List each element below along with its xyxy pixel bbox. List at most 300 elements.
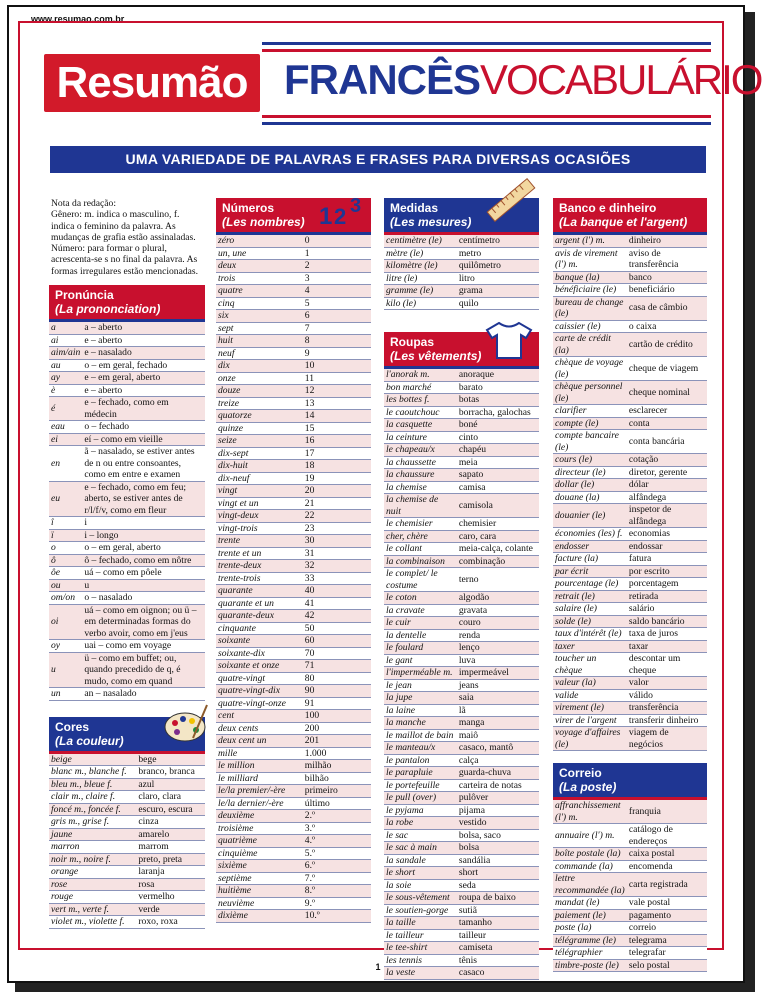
pronunciation-table: [49, 322, 205, 701]
term-pt: casa de câmbio: [627, 296, 707, 320]
term-fr: le soutien-gorge: [384, 904, 457, 917]
term-fr: aim/ain: [51, 347, 81, 359]
section-subtitle: (Les nombres): [222, 215, 305, 229]
term-pt: 16: [303, 435, 371, 448]
term-pt: selo postal: [627, 959, 707, 972]
term-pt: impermeável: [457, 667, 539, 680]
term-pt: chapéu: [457, 444, 539, 457]
term-fr: î: [49, 517, 82, 530]
table-row: [384, 954, 539, 967]
term-fr: huit: [216, 335, 303, 348]
column-4: [553, 198, 707, 972]
table-row: [49, 481, 205, 517]
table-row: [49, 384, 205, 397]
term-pt: 19: [303, 472, 371, 485]
term-pt: centímetro: [457, 235, 539, 247]
term-pt: combinação: [457, 555, 539, 568]
table-row: [553, 296, 707, 320]
term-pt: 21: [303, 497, 371, 510]
term-fr: oi: [49, 604, 82, 640]
table-row: [49, 866, 205, 879]
table-row: [553, 454, 707, 467]
term-fr: timbre-poste (le): [553, 959, 627, 972]
table-row: [553, 540, 707, 553]
term-pt: guarda-chuva: [457, 767, 539, 780]
table-row: [49, 334, 205, 347]
term-fr: salaire (le): [553, 603, 627, 616]
table-row: [553, 504, 707, 528]
table-row: [216, 735, 371, 748]
table-row: [216, 347, 371, 360]
term-pt: laranja: [136, 866, 205, 879]
column-2: [216, 195, 371, 923]
table-row: [384, 543, 539, 556]
term-pt: sutiã: [457, 904, 539, 917]
term-pt: i: [82, 517, 205, 530]
table-row: [553, 528, 707, 541]
table-row: [49, 347, 205, 360]
term-pt: dólar: [627, 479, 707, 492]
term-fr: l'imperméable m.: [384, 667, 457, 680]
term-fr: rose: [49, 878, 136, 891]
table-row: [216, 485, 371, 498]
term-fr: un, une: [216, 247, 303, 260]
table-row: [384, 692, 539, 705]
term-fr: compte (le): [553, 417, 627, 430]
term-fr: dix-sept: [216, 447, 303, 460]
table-row: [553, 727, 707, 751]
table-row: [49, 554, 205, 567]
term-fr: le sac: [384, 829, 457, 842]
term-fr: mille: [216, 747, 303, 760]
table-row: [553, 320, 707, 333]
term-fr: la sandale: [384, 854, 457, 867]
term-fr: deux cent un: [216, 735, 303, 748]
term-pt: boné: [457, 419, 539, 432]
term-pt: 7: [303, 322, 371, 335]
table-row: [49, 916, 205, 929]
term-fr: facture (la): [553, 553, 627, 566]
term-fr: quatrième: [216, 835, 303, 848]
table-row: [384, 444, 539, 457]
note-title: Nota da redação:: [51, 198, 116, 209]
table-row: [384, 779, 539, 792]
term-pt: azul: [136, 778, 205, 791]
term-pt: pijama: [457, 804, 539, 817]
term-pt: gravata: [457, 604, 539, 617]
term-fr: dix-huit: [216, 460, 303, 473]
term-fr: douanier (le): [553, 504, 627, 528]
table-row: [553, 565, 707, 578]
term-fr: paiement (le): [553, 909, 627, 922]
table-row: [384, 967, 539, 980]
term-fr: kilo (le): [384, 297, 457, 310]
term-fr: télégramme (le): [553, 934, 627, 947]
term-pt: 3: [303, 272, 371, 285]
table-row: [384, 829, 539, 842]
table-row: [216, 385, 371, 398]
website-url[interactable]: www.resumao.com.br: [31, 14, 125, 24]
table-row: [216, 410, 371, 423]
table-row: [384, 235, 539, 247]
term-fr: au: [49, 359, 82, 372]
term-pt: porcentagem: [627, 578, 707, 591]
term-fr: la robe: [384, 817, 457, 830]
term-pt: meia-calça, colante: [457, 543, 539, 556]
term-fr: om/on: [49, 592, 82, 605]
table-row: [384, 867, 539, 880]
term-pt: cinza: [136, 816, 205, 829]
term-fr: lettre recommandée (la): [553, 873, 627, 897]
term-pt: ü – como em buffet; ou, quando precedido de q, é mudo, como em quand: [82, 652, 205, 688]
term-fr: quatre-vingt-onze: [216, 697, 303, 710]
term-pt: calça: [457, 754, 539, 767]
term-fr: cher, chère: [384, 530, 457, 543]
term-pt: 10: [303, 360, 371, 373]
section-subtitle: (La poste): [559, 780, 617, 794]
term-fr: annuaire (l') m.: [553, 824, 627, 848]
term-fr: le portefeuille: [384, 779, 457, 792]
term-fr: marron: [49, 841, 136, 854]
term-fr: le sac à main: [384, 842, 457, 855]
term-pt: franquia: [627, 800, 707, 824]
term-fr: la taille: [384, 917, 457, 930]
table-row: [553, 553, 707, 566]
term-pt: retirada: [627, 590, 707, 603]
stripe: [262, 122, 711, 125]
term-pt: i – longo: [82, 529, 205, 542]
term-fr: le/la dernier/-ère: [216, 797, 303, 810]
table-row: [216, 572, 371, 585]
term-fr: sixième: [216, 860, 303, 873]
table-row: [384, 817, 539, 830]
term-fr: argent (l') m.: [553, 235, 627, 247]
table-row: [49, 446, 205, 482]
editor-note: [49, 196, 205, 283]
table-row: [216, 310, 371, 323]
term-fr: orange: [49, 866, 136, 879]
term-pt: meia: [457, 456, 539, 469]
term-pt: 41: [303, 597, 371, 610]
term-fr: quatre-vingt-dix: [216, 685, 303, 698]
term-pt: marrom: [136, 841, 205, 854]
term-fr: gramme (le): [384, 285, 457, 298]
term-pt: 12: [303, 385, 371, 398]
term-pt: casaco, mantô: [457, 742, 539, 755]
term-pt: milhão: [303, 760, 371, 773]
term-pt: o caixa: [627, 320, 707, 333]
term-fr: noir m., noire f.: [49, 853, 136, 866]
term-pt: e – nasalado: [82, 347, 205, 360]
table-row: [49, 891, 205, 904]
term-pt: 4: [303, 285, 371, 298]
table-row: [553, 615, 707, 628]
table-row: [216, 872, 371, 885]
term-pt: chemisier: [457, 518, 539, 531]
table-row: [553, 800, 707, 824]
term-pt: an – nasalado: [82, 688, 205, 701]
term-fr: six: [216, 310, 303, 323]
term-fr: vingt: [216, 485, 303, 498]
table-row: [49, 878, 205, 891]
term-fr: kilomètre (le): [384, 260, 457, 273]
table-row: [553, 466, 707, 479]
term-fr: virer de l'argent: [553, 714, 627, 727]
term-pt: sandália: [457, 854, 539, 867]
table-row: [384, 879, 539, 892]
table-row: [49, 359, 205, 372]
term-pt: camisola: [457, 494, 539, 518]
post-table: [553, 800, 707, 972]
table-row: [384, 629, 539, 642]
term-fr: chèque personnel (le): [553, 381, 627, 405]
term-fr: cinq: [216, 297, 303, 310]
term-fr: le tailleur: [384, 929, 457, 942]
term-fr: vert m., verte f.: [49, 903, 136, 916]
subtitle-banner: UMA VARIEDADE DE PALAVRAS E FRASES PARA DIVERSAS OCASIÕES: [50, 146, 706, 173]
section-subtitle: (Les mesures): [390, 215, 472, 229]
term-fr: seize: [216, 435, 303, 448]
term-pt: descontar um cheque: [627, 653, 707, 677]
title-main: FRANCÊS: [284, 56, 481, 103]
term-fr: le sous-vêtement: [384, 892, 457, 905]
term-fr: valide: [553, 689, 627, 702]
table-row: [384, 494, 539, 518]
table-row: [384, 481, 539, 494]
term-pt: caro, cara: [457, 530, 539, 543]
term-fr: deuxième: [216, 810, 303, 823]
term-fr: taxer: [553, 640, 627, 653]
term-fr: neuf: [216, 347, 303, 360]
table-row: [216, 260, 371, 273]
term-pt: 6: [303, 310, 371, 323]
term-fr: ï: [49, 529, 82, 542]
table-row: [384, 854, 539, 867]
term-pt: o – em geral, aberto: [82, 542, 205, 555]
term-fr: solde (le): [553, 615, 627, 628]
table-row: [49, 397, 205, 421]
table-row: [553, 653, 707, 677]
term-fr: économies (les) f.: [553, 528, 627, 541]
term-pt: 9: [303, 347, 371, 360]
section-title: Roupas: [390, 335, 435, 349]
term-fr: le coton: [384, 592, 457, 605]
term-pt: pagamento: [627, 909, 707, 922]
term-fr: le pantalon: [384, 754, 457, 767]
term-fr: centimètre (le): [384, 235, 457, 247]
term-pt: cheque de viagem: [627, 357, 707, 381]
term-fr: le short: [384, 867, 457, 880]
table-row: [384, 929, 539, 942]
term-fr: la ceinture: [384, 431, 457, 444]
term-pt: lã: [457, 704, 539, 717]
term-fr: le caoutchouc: [384, 406, 457, 419]
term-fr: eau: [49, 421, 82, 434]
term-pt: e – fechado, como em médecin: [82, 397, 205, 421]
numbers-table: [216, 235, 371, 923]
table-row: [384, 419, 539, 432]
term-pt: 91: [303, 697, 371, 710]
term-pt: bilhão: [303, 772, 371, 785]
term-fr: soixante: [216, 635, 303, 648]
term-fr: les bottes f.: [384, 394, 457, 407]
table-row: [553, 247, 707, 271]
table-row: [384, 642, 539, 655]
table-row: [384, 617, 539, 630]
term-fr: le manteau/x: [384, 742, 457, 755]
table-row: [384, 260, 539, 273]
term-pt: tênis: [457, 954, 539, 967]
term-fr: deux: [216, 260, 303, 273]
term-fr: la chaussure: [384, 469, 457, 482]
term-fr: la soie: [384, 879, 457, 892]
term-fr: clarifier: [553, 405, 627, 418]
table-row: [216, 297, 371, 310]
term-pt: ô – fechado, como em nôtre: [82, 554, 205, 567]
term-pt: 4.º: [303, 835, 371, 848]
table-row: [384, 904, 539, 917]
table-row: [49, 421, 205, 434]
term-fr: un: [49, 688, 82, 701]
table-row: [384, 654, 539, 667]
term-fr: les tennis: [384, 954, 457, 967]
table-row: [553, 689, 707, 702]
term-fr: le jean: [384, 679, 457, 692]
table-row: [216, 522, 371, 535]
term-fr: la casquette: [384, 419, 457, 432]
table-row: [216, 510, 371, 523]
term-pt: 10.º: [303, 910, 371, 923]
term-fr: quatre-vingt: [216, 672, 303, 685]
table-row: [553, 640, 707, 653]
term-pt: barato: [457, 381, 539, 394]
term-pt: seda: [457, 879, 539, 892]
term-pt: 71: [303, 660, 371, 673]
table-row: [553, 603, 707, 616]
table-row: [553, 333, 707, 357]
term-fr: cours (le): [553, 454, 627, 467]
term-pt: 32: [303, 560, 371, 573]
term-fr: huitième: [216, 885, 303, 898]
term-fr: quatorze: [216, 410, 303, 423]
term-pt: bege: [136, 754, 205, 766]
term-fr: mètre (le): [384, 247, 457, 260]
term-pt: inspetor de alfândega: [627, 504, 707, 528]
term-fr: cent: [216, 710, 303, 723]
term-pt: salário: [627, 603, 707, 616]
term-fr: oy: [49, 640, 82, 653]
svg-text:3: 3: [350, 195, 362, 217]
table-row: [384, 518, 539, 531]
term-fr: endosser: [553, 540, 627, 553]
term-pt: 17: [303, 447, 371, 460]
term-pt: rosa: [136, 878, 205, 891]
term-fr: dollar (le): [553, 479, 627, 492]
table-row: [553, 873, 707, 897]
table-row: [216, 835, 371, 848]
term-fr: le gant: [384, 654, 457, 667]
term-pt: 14: [303, 410, 371, 423]
table-row: [216, 635, 371, 648]
table-row: [216, 422, 371, 435]
term-fr: l'anorak m.: [384, 369, 457, 381]
ruler-icon: [483, 178, 539, 222]
term-fr: douane (la): [553, 491, 627, 504]
term-pt: último: [303, 797, 371, 810]
page-number: 1: [375, 962, 381, 972]
term-fr: dix: [216, 360, 303, 373]
column-3: [384, 198, 539, 980]
term-fr: vingt-trois: [216, 522, 303, 535]
table-row: [553, 677, 707, 690]
term-pt: vermelho: [136, 891, 205, 904]
table-row: [384, 742, 539, 755]
table-row: [49, 542, 205, 555]
term-fr: pourcentage (le): [553, 578, 627, 591]
term-pt: alfândega: [627, 491, 707, 504]
term-fr: compte bancaire (le): [553, 430, 627, 454]
term-pt: cheque nominal: [627, 381, 707, 405]
section-title: Banco e dinheiro: [559, 201, 657, 215]
table-row: [384, 406, 539, 419]
term-pt: roupa de baixo: [457, 892, 539, 905]
stripe: [262, 115, 711, 118]
table-row: [216, 622, 371, 635]
term-pt: eí – como em vieille: [82, 433, 205, 446]
table-row: [49, 688, 205, 701]
term-fr: cinquième: [216, 847, 303, 860]
table-row: [49, 803, 205, 816]
term-pt: a – aberto: [82, 322, 205, 334]
term-pt: pulôver: [457, 792, 539, 805]
term-fr: la manche: [384, 717, 457, 730]
term-pt: jeans: [457, 679, 539, 692]
term-fr: retrait (le): [553, 590, 627, 603]
term-pt: anoraque: [457, 369, 539, 381]
section-title: Medidas: [390, 201, 439, 215]
term-fr: bénéficiaire (le): [553, 284, 627, 297]
table-row: [216, 472, 371, 485]
term-fr: boîte postale (la): [553, 848, 627, 861]
term-pt: e – aberto: [82, 334, 205, 347]
term-fr: le milliard: [216, 772, 303, 785]
term-fr: vingt et un: [216, 497, 303, 510]
section-title: Pronúncia: [55, 288, 114, 303]
table-row: [49, 828, 205, 841]
term-pt: e – aberto: [82, 384, 205, 397]
table-row: [384, 604, 539, 617]
term-pt: 201: [303, 735, 371, 748]
term-fr: dix-neuf: [216, 472, 303, 485]
table-row: [553, 909, 707, 922]
table-row: [216, 460, 371, 473]
term-fr: la combinaison: [384, 555, 457, 568]
stripe: [262, 42, 711, 45]
page-title: [284, 56, 761, 104]
term-pt: camisa: [457, 481, 539, 494]
table-row: [553, 405, 707, 418]
section-header-pronuncia: [49, 285, 205, 322]
term-pt: o – nasalado: [82, 592, 205, 605]
term-pt: taxar: [627, 640, 707, 653]
term-pt: cartão de crédito: [627, 333, 707, 357]
table-row: [216, 685, 371, 698]
table-row: [384, 431, 539, 444]
table-row: [216, 497, 371, 510]
term-pt: 31: [303, 547, 371, 560]
term-fr: violet m., violette f.: [49, 916, 136, 929]
term-pt: caixa postal: [627, 848, 707, 861]
